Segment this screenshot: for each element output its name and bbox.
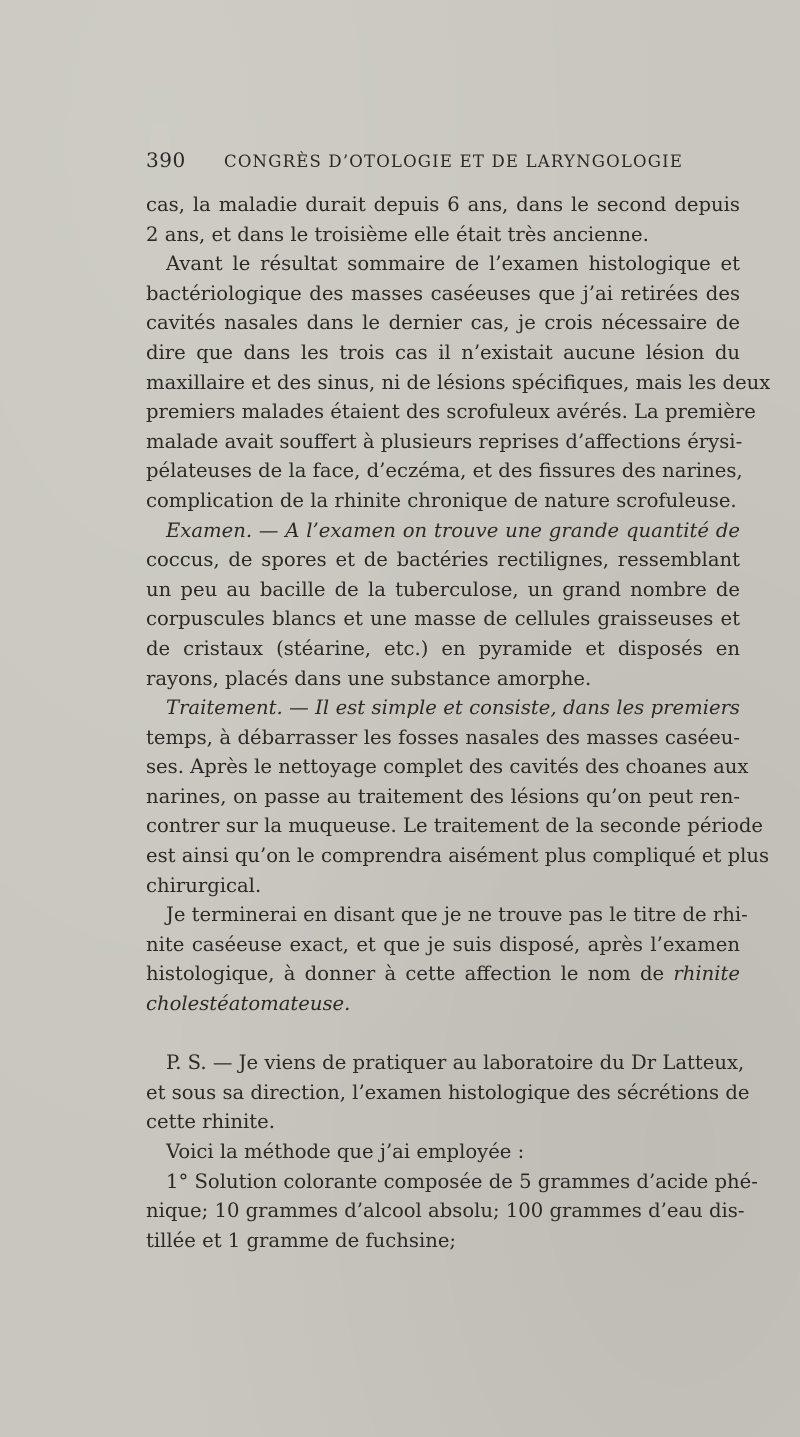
text-line: Traitement. — Il est simple et consiste, dans les premiers xyxy=(166,696,740,720)
text-line: ses. Après le nettoyage complet des cavités des choanes aux xyxy=(146,755,749,779)
running-head: CONGRÈS D’OTOLOGIE ET DE LARYNGOLOGIE xyxy=(224,152,684,171)
paragraph-gap xyxy=(146,1019,740,1049)
text-line: nique; 10 grammes d’alcool absolu; 100 grammes d’eau dis- xyxy=(146,1199,745,1223)
text-line: premiers malades étaient des scrofuleux avérés. La première xyxy=(146,400,756,424)
text-line: et sous sa direction, l’examen histologique des sécrétions de xyxy=(146,1080,750,1104)
text-line: de cristaux (stéarine, etc.) en pyramide et disposés en xyxy=(146,636,740,660)
text-line-rhinite xyxy=(146,959,740,989)
text-line: narines, on passe au traitement des lésions qu’on peut ren- xyxy=(146,784,740,808)
text-line: pélateuses de la face, d’eczéma, et des fissures des narines, xyxy=(146,459,743,483)
italic-term: rhinite xyxy=(673,962,740,986)
text-line: maxillaire et des sinus, ni de lésions spécifiques, mais les deux xyxy=(146,370,771,394)
text-line-traitement xyxy=(146,693,740,723)
text-line: Je terminerai en disant que je ne trouve pas le titre de rhi- xyxy=(166,903,748,927)
text-line-examen xyxy=(146,516,740,546)
text-line: Voici la méthode que j’ai employée : xyxy=(166,1140,525,1163)
text-line: tillée et 1 gramme de fuchsine; xyxy=(146,1228,457,1252)
text-line: histologique, à donner à cette affection le nom de xyxy=(146,962,665,986)
text-line: chirurgical. xyxy=(146,873,262,897)
text-line: contrer sur la muqueuse. Le traitement de la seconde période xyxy=(146,814,763,838)
text-line: un peu au bacille de la tuberculose, un grand nombre de xyxy=(146,577,740,601)
text-line: coccus, de spores et de bactéries rectilignes, ressemblant xyxy=(146,548,740,572)
text-line: cette rhinite. xyxy=(146,1110,275,1134)
page-number: 390 xyxy=(146,148,186,172)
text-line: est ainsi qu’on le comprendra aisément plus compliqué et plus xyxy=(146,844,770,868)
text-line: corpuscules blancs et une masse de cellules graisseuses et xyxy=(146,607,740,631)
text-line-italic xyxy=(146,989,740,1019)
text-line: rayons, placés dans une substance amorphe. xyxy=(146,666,592,690)
text-line: bactériologique des masses caséeuses que j’ai retirées des xyxy=(146,281,740,305)
text-line: 2 ans, et dans le troisième elle était très ancienne. xyxy=(146,222,649,246)
body-text xyxy=(146,190,771,1255)
text-line: 1° Solution colorante composée de 5 grammes d’acide phé- xyxy=(166,1169,758,1193)
text-line: P. S. — Je viens de pratiquer au laboratoire du Dr Latteux, xyxy=(166,1051,745,1075)
text-line: temps, à débarrasser les fosses nasales des masses caséeu- xyxy=(146,725,740,749)
text-line: malade avait souffert à plusieurs reprises d’affections érysi- xyxy=(146,429,743,453)
italic-term: cholestéatomateuse. xyxy=(146,992,351,1016)
text-line: dire que dans les trois cas il n’existait aucune lésion du xyxy=(146,340,740,364)
text-line: Examen. — A l’examen on trouve une grande quantité de xyxy=(166,518,740,542)
text-line: complication de la rhinite chronique de nature scrofuleuse. xyxy=(146,488,737,512)
text-line: Avant le résultat sommaire de l’examen histologique et xyxy=(166,252,740,276)
text-line: cavités nasales dans le dernier cas, je crois nécessaire de xyxy=(146,311,740,335)
text-line: cas, la maladie durait depuis 6 ans, dans le second depuis xyxy=(146,193,740,216)
text-line: nite caséeuse exact, et que je suis disposé, après l’examen xyxy=(146,932,740,956)
page-header xyxy=(146,148,746,178)
